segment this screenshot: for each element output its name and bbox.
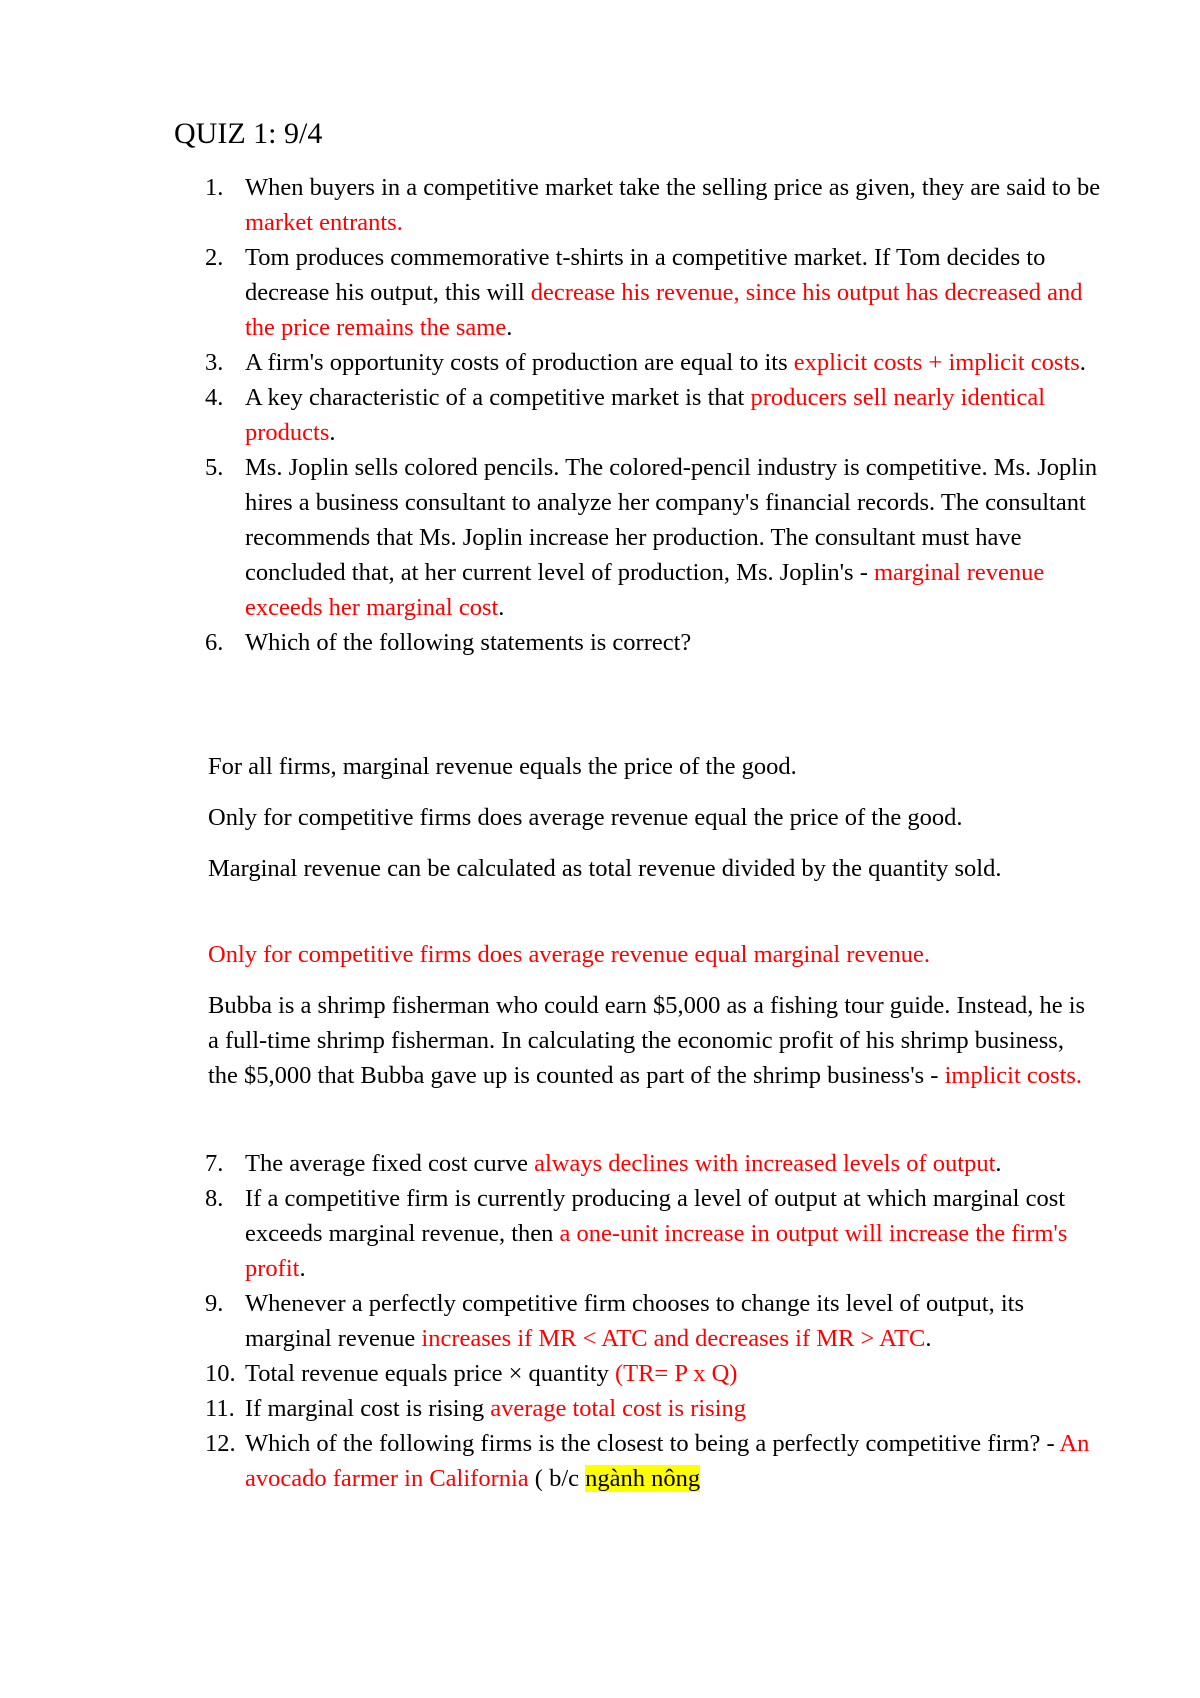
list-item (205, 345, 1105, 380)
question-text: Whenever a perfectly competitive firm chooses to change its level of output, its marginal revenue (245, 1290, 1024, 1352)
item-number: 10. (205, 1360, 236, 1387)
answer-text: a one-unit increase in output will increase the firm's profit (245, 1220, 1068, 1282)
item-number: 11. (205, 1395, 235, 1422)
answer-text: decrease his revenue, since his output has decreased and the price remains the same (245, 279, 1083, 341)
list-item (205, 380, 1105, 450)
answer-text: always declines with increased levels of output (534, 1150, 996, 1177)
question-list-1 (205, 170, 1105, 660)
item-number: 6. (205, 629, 224, 656)
list-item (205, 450, 1105, 625)
bubba-question (208, 988, 1098, 1093)
punctuation: . (299, 1255, 306, 1282)
item-number: 4. (205, 384, 224, 411)
item-number: 1. (205, 174, 224, 201)
question-text: Tom produces commemorative t-shirts in a competitive market. If Tom decides to decrease his output, this will (245, 244, 1046, 306)
question-text: Which of the following statements is correct? (245, 629, 692, 656)
answer-text: An avocado farmer in California (245, 1430, 1090, 1492)
punctuation: . (925, 1325, 932, 1352)
item-number: 3. (205, 349, 224, 376)
question-text: The average fixed cost curve (245, 1150, 535, 1177)
answer-note: ( b/c (528, 1465, 586, 1492)
punctuation: . (329, 419, 336, 446)
option-3: Marginal revenue can be calculated as total revenue divided by the quantity sold. (208, 855, 1002, 882)
punctuation: . (506, 314, 513, 341)
item-number: 2. (205, 244, 224, 271)
list-item (205, 1356, 1105, 1391)
punctuation: . (498, 594, 505, 621)
item-number: 12. (205, 1430, 236, 1457)
punctuation: . (1079, 349, 1086, 376)
question-text: If marginal cost is rising (245, 1395, 491, 1422)
answer-text: implicit costs. (944, 1062, 1083, 1089)
answer-text: (TR= P x Q) (614, 1360, 738, 1387)
question-text: If a competitive firm is currently producing a level of output at which marginal cost exceeds marginal revenue, then (245, 1185, 1066, 1247)
item-number: 8. (205, 1185, 224, 1212)
highlighted-text: ngành nông (585, 1465, 701, 1492)
answer-text: marginal revenue exceeds her marginal cost (245, 559, 1045, 621)
answer-text: producers sell nearly identical products (245, 384, 1046, 446)
question-text: A firm's opportunity costs of production are equal to its (245, 349, 794, 376)
option-2: Only for competitive firms does average revenue equal the price of the good. (208, 804, 963, 831)
list-item (205, 240, 1105, 345)
option-1: For all firms, marginal revenue equals the price of the good. (208, 753, 797, 780)
question-text: Bubba is a shrimp fisherman who could earn $5,000 as a fishing tour guide. Instead, he is a full-time shrimp fisherman. In calculating the economic profit of his shrimp business, the $5,000 that Bubba gave up is counted as part of the shrimp business's - (208, 992, 1086, 1089)
item-number: 5. (205, 454, 224, 481)
item-number: 7. (205, 1150, 224, 1177)
answer-text: average total cost is rising (490, 1395, 747, 1422)
list-item (205, 1391, 1105, 1426)
item-number: 9. (205, 1290, 224, 1317)
question-text: When buyers in a competitive market take the selling price as given, they are said to be (245, 174, 1101, 201)
question-text: Which of the following firms is the closest to being a perfectly competitive firm? - (245, 1430, 1060, 1457)
list-item (205, 1146, 1105, 1181)
list-item (205, 170, 1105, 240)
question-list-2 (205, 1146, 1105, 1496)
answer-text: explicit costs + implicit costs (793, 349, 1080, 376)
list-item (205, 1181, 1105, 1286)
page-title: QUIZ 1: 9/4 (174, 117, 323, 150)
list-item (205, 1426, 1105, 1496)
question-text: Total revenue equals price × quantity (245, 1360, 615, 1387)
punctuation: . (995, 1150, 1002, 1177)
question-text: Ms. Joplin sells colored pencils. The colored-pencil industry is competitive. Ms. Joplin hires a business consultant to analyze her company's financial records. The consultant recommends that Ms. Joplin increase her production. The consultant must have concluded that, at her current level of production, Ms. Joplin's - (245, 454, 1098, 586)
answer-text: market entrants. (245, 209, 403, 236)
correct-option: Only for competitive firms does average revenue equal marginal revenue. (208, 941, 931, 968)
answer-text: increases if MR < ATC and decreases if MR > ATC (421, 1325, 926, 1352)
list-item (205, 1286, 1105, 1356)
question-text: A key characteristic of a competitive market is that (245, 384, 751, 411)
list-item (205, 625, 1105, 660)
